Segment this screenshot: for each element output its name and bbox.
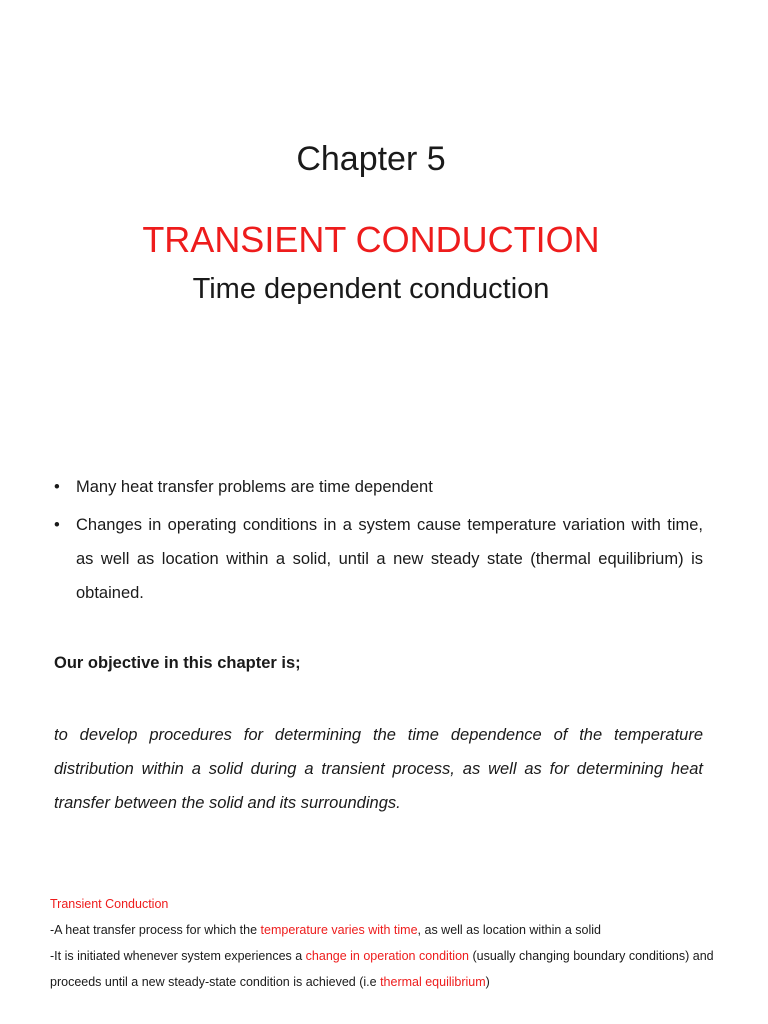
definition-highlight: thermal equilibrium — [380, 975, 486, 989]
definition-heading: Transient Conduction — [50, 897, 169, 911]
bullet-text: Many heat transfer problems are time dependent — [76, 478, 433, 496]
definition-line — [50, 917, 730, 943]
objective-heading: Our objective in this chapter is; — [54, 654, 301, 672]
definition-line — [50, 943, 730, 995]
chapter-number: Chapter 5 — [296, 140, 446, 178]
definition-text: -A heat transfer process for which the — [50, 923, 261, 937]
chapter-subtitle: Time dependent conduction — [192, 273, 550, 305]
definition-highlight: change in operation condition — [305, 949, 469, 963]
definition-text: , as well as location within a solid — [417, 923, 601, 937]
definition-block — [50, 891, 730, 995]
definition-text: (usually changing boundary conditions) and proceeds until a new steady-state condition is achieved (i.e — [50, 949, 714, 989]
objective-text: to develop procedures for determining the time dependence of the temperature distribution within a solid during a transient process, as well as for determining heat transfer between the solid and its surroundings. — [54, 726, 703, 812]
bullet-text: Changes in operating conditions in a system cause temperature variation with time, as well as location within a solid, until a new steady state (thermal equilibrium) is obtained. — [76, 516, 703, 602]
chapter-title: TRANSIENT CONDUCTION — [142, 219, 600, 260]
definition-text: ) — [485, 975, 490, 989]
bullet-marker: • — [54, 478, 60, 496]
definition-text: -It is initiated whenever system experiences a — [50, 949, 306, 963]
bullet-marker: • — [54, 516, 60, 534]
bullet-item — [54, 470, 703, 504]
bullet-list — [54, 470, 703, 614]
bullet-item — [54, 508, 703, 610]
definition-highlight: temperature varies with time — [260, 923, 418, 937]
